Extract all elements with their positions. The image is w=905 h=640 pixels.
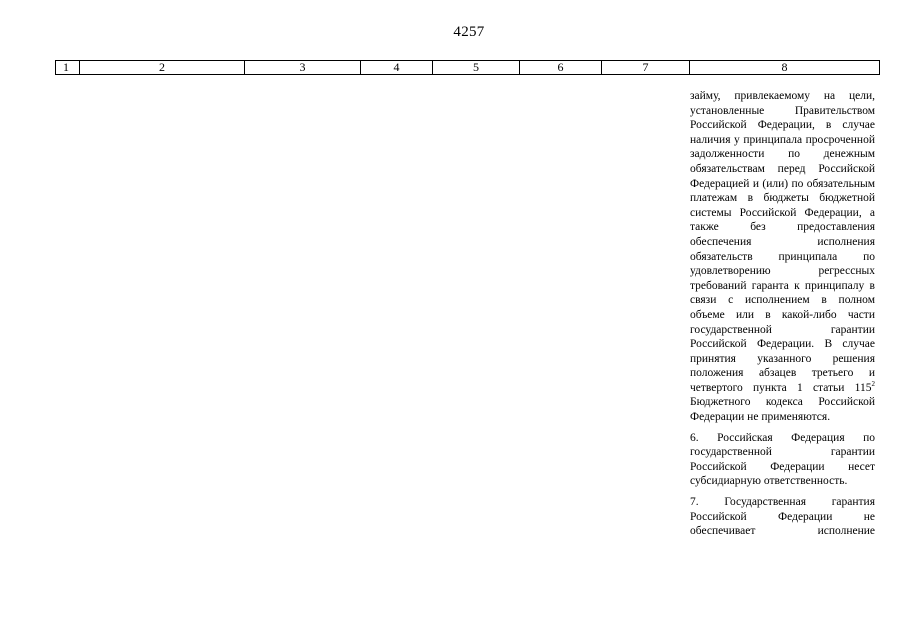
article-superscript: 2	[871, 380, 875, 389]
paragraph-7: 7. Государственная гарантия Российской Федерации не обеспечивает исполнение	[690, 496, 875, 538]
column-number-header	[55, 60, 880, 75]
paragraph-loan-conditions	[690, 89, 875, 425]
column-number-7: 7	[602, 61, 690, 75]
column-number-6: 6	[520, 61, 602, 75]
column-number-8: 8	[690, 61, 880, 75]
paragraph-text-continued: Бюджетного кодекса Российской Федерации не применяются.	[690, 396, 875, 424]
column-number-4: 4	[361, 61, 433, 75]
column-number-5: 5	[433, 61, 520, 75]
column-number-row	[56, 61, 880, 75]
page-number: 4257	[453, 24, 485, 40]
paragraph-6: 6. Российская Федерация по государственной гарантии Российской Федерации несет субсидиарную ответственность.	[690, 431, 875, 488]
column-number-3: 3	[245, 61, 361, 75]
column-8-text	[690, 89, 875, 545]
paragraph-text: займу, привлекаемому на цели, установленные Правительством Российской Федерации, в случае наличия у принципала просроченной задолженности по денежным обязательствам перед Российской Федерацией и (или) по обязательным платежам в бюджеты бюджетной системы Российской Федерации, а также без предоставления обеспечения исполнения обязательств принципала по удовлетворению регрессных требований гаранта к принципалу в связи с исполнением в полном объеме или в какой-либо части государственной гарантии Российской Федерации. В случае принятия указанного решения положения абзацев третьего и четвертого пункта 1 статьи 115	[690, 90, 875, 394]
column-number-1: 1	[56, 61, 80, 75]
column-number-2: 2	[80, 61, 245, 75]
